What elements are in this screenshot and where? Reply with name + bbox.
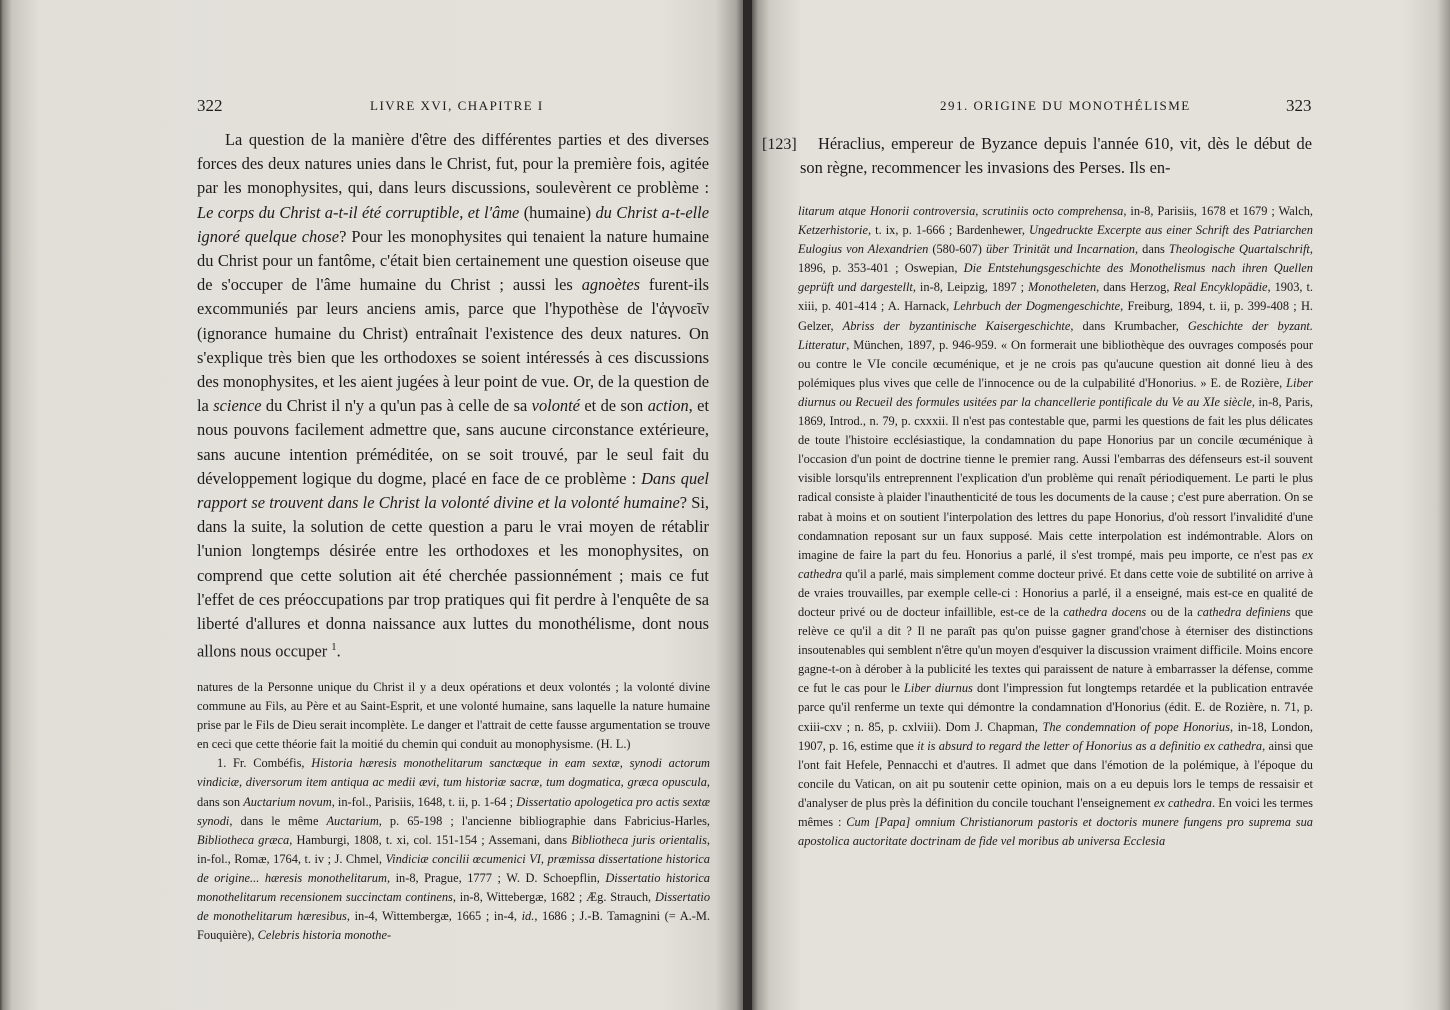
text-run: Dans quel rapport se trouvent dans le Christ la volonté divine et la volonté humaine: [197, 468, 709, 513]
text-run: 1: [331, 642, 337, 654]
text-run: , in-8, Paris, 1869, Introd., n. 79, p. cxxxii. Il n'est pas contestable que, parmi les questions de fait les plus délicates de toute l'histoire ecclésiastique, la condamnation du pape Honorius par un concile œcuménique à l'occasion d'un point de doctrine tienne le premier rang. Aussi l'embarras des défenseurs est-il souvent visible lorsqu'ils entreprennent l'explication d'un problème qui renaît périodiquement. Le parti le plus radical consiste à plaider l'inauthenticité de tous les documents de la cause ; c'est pure aberration. On se rabat à moins et on soutient l'interpolation des lettres du pape Honorius, d'où ressort l'invalidité d'une condamnation reposant sur un faux supposé. Mais cette interpolation est indémontrable. Alors on imagine de faire la part du feu. Honorius a parlé, il s'est trompé, mais peu importe, ce n'est pas: [798, 394, 1313, 562]
text-run: Celebris historia monothe-: [257, 928, 392, 943]
text-run: Dissertatio historica monothelitarum recensionem succinctam continens: [197, 870, 711, 905]
text-run: , t. ix, p. 1-666 ; Bardenhewer,: [868, 223, 1030, 238]
text-run: et de son: [579, 396, 648, 416]
text-run: volonté: [531, 396, 580, 416]
text-run: Abriss der byzantinische Kaisergeschichte: [842, 318, 1071, 333]
text-run: Liber diurnus ou Recueil des formules usitées par la chancellerie pontificale du Ve au XIe siècle: [798, 375, 1313, 409]
text-run: Lehrbuch der Dogmengeschichte: [953, 299, 1121, 314]
text-run: cathedra docens: [1063, 604, 1147, 619]
text-run: .: [336, 641, 341, 661]
footnote-continued: [798, 202, 1313, 851]
text-run: über Trinität und Incarnation: [985, 242, 1135, 257]
text-run: id.: [521, 909, 535, 924]
text-run: qu'il a parlé, mais simplement comme docteur privé. Et dans cette voie de subtilité on arrive à de vraies trouvailles, par exemple celle-ci : Honorius a parlé, il a enseigné, mais est-ce en qualité de docteur privé ou de docteur infaillible, est-ce de la: [798, 566, 1313, 619]
main-paragraph: [197, 128, 709, 664]
text-run: La question de la manière d'être des différentes parties et des diverses forces des deux natures unies dans le Christ, fut, pour la première fois, agitée par les monophysites, qui, dans leurs discussions, soulevèrent ce problème :: [197, 130, 709, 198]
text-run: Le corps du Christ a-t-il été corruptible, et l'âme: [197, 202, 520, 222]
text-run: , in-8, Parisiis, 1678 et 1679 ; Walch,: [1123, 204, 1313, 218]
text-run: Dissertatio de monothelitarum hæresibus: [197, 890, 711, 924]
text-run: The condemnation of pope Honorius: [1042, 719, 1230, 734]
text-run: science: [213, 396, 262, 416]
text-run: Cum [Papa] omnium Christianorum pastoris et doctoris munere fungens pro suprema sua apostolica auctoritate doctrinam de fide vel moribus ab universa Ecclesia: [798, 815, 1313, 849]
text-run: (580-607): [928, 242, 986, 257]
text-run: , 1903, t. xiii, p. 401-414 ; A. Harnack,: [798, 280, 1313, 314]
text-run: Auctarium: [326, 813, 379, 828]
text-run: agnoètes: [581, 275, 640, 295]
text-run: , München, 1897, p. 946-959. « On formerait une bibliothèque des ouvrages composés pour ou contre le VIe concile œcuménique, et je ne crois pas qu'aucune question ait donné lieu à des polémiques plus vives que celle de l'innocence ou de la culpabilité d'Honorius. » E. de Rozière,: [798, 337, 1313, 390]
text-run: , in-fol., Romæ, 1764, t. iv ; J. Chmel,: [197, 832, 710, 866]
text-run: , Hamburgi, 1808, t. xi, col. 151-154 ; Assemani, dans: [289, 832, 572, 847]
text-run: Geschichte der byzant. Litteratur: [798, 318, 1313, 352]
text-run: Historia hæresis monothelitarum sanctæque in eam sextæ, synodi actorum vindiciæ, diversorum item antiqua ac medii ævi, tum historiæ sacræ, tum dogmatica, græca opuscula: [197, 756, 710, 790]
text-run: ex cathedra: [1153, 795, 1212, 810]
main-text: [800, 132, 1312, 180]
text-run: Vindiciæ concilii œcumenici VI, præmissa dissertatione historica de origine... hæresis monothelitarum: [197, 851, 710, 885]
text-run: Die Entstehungsgeschichte des Monothelismus nach ihren Quellen geprüft und dargestellt: [798, 261, 1313, 295]
text-run: , dans Krumbacher,: [1070, 318, 1188, 333]
running-head: LIVRE XVI, CHAPITRE I: [370, 98, 544, 113]
text-run: Ungedruckte Excerpte aus einer Schrift des Patriarchen Eulogius von Alexandrien: [798, 223, 1313, 257]
text-run: cathedra definiens: [1197, 604, 1291, 619]
text-run: , dans: [1135, 242, 1169, 257]
text-run: 1. Fr. Combéfis,: [217, 756, 312, 771]
text-run: , dans le même: [229, 813, 327, 828]
right-page: [752, 0, 1450, 1010]
page-number: 323: [1286, 96, 1312, 115]
text-run: (humaine): [519, 202, 596, 222]
text-run: Real Encyklopädie: [1173, 280, 1268, 295]
text-run: ? Si, dans la suite, la solution de cette question a paru le vrai moyen de rétablir l'union longtemps désirée entre les orthodoxes et les monophysites, on comprend que cette solution ait été cherchée passionnément ; mais ce fut l'effet de ces préoccupations par trop pratiques qui fit perdre à l'enquête de sa liberté d'allures et donna naissance aux luttes du monothélisme, dont nous allons nous occuper: [197, 493, 709, 661]
text-run: , Freiburg, 1894, t. ii, p. 399-408 ; H. Gelzer,: [798, 299, 1313, 333]
text-run: , p. 65-198 ; l'ancienne bibliographie dans Fabricius-Harles,: [378, 813, 711, 828]
text-run: action: [647, 396, 689, 416]
text-run: , in-8, Leipzig, 1897 ;: [912, 280, 1029, 295]
footnote-continued: natures de la Personne unique du Christ il y a deux opérations et deux volontés ; la volonté divine commune au Fils, au Père et au Saint-Esprit, et une volonté humaine, sans laquelle la nature humaine prise par le Fils de Dieu serait incomplète. Le danger et l'attrait de cette fausse argumentation se trouve en ceci que cette théorie fait la moitié du chemin qui conduit au monophysisme. (H. L.): [197, 680, 710, 752]
text-run: , 1686 ; J.-B. Tamagnini (= A.-M. Fouquière),: [197, 909, 710, 943]
text-run: , et nous pouvons facilement admettre que, sans aucune circonstance extérieure, sans aucune intention préméditée, on se soit trouvé, par le seul fait du développement logique du dogme, placé en face de ce problème :: [197, 396, 710, 488]
margin-number: [123]: [762, 136, 797, 153]
text-run: dont l'impression fut longtemps retardée et la publication entravée parce qu'il renferme un texte qui démontre la condamnation d'Honorius (édit. E. de Rozière, n. 71, p. cxiii-cxv ; n. 85, p. cxlviii). Dom J. Chapman,: [798, 681, 1313, 734]
footnotes: [197, 678, 710, 945]
text-run: Liber diurnus: [903, 681, 973, 696]
text-run: Monotheleten: [1028, 280, 1097, 295]
text-run: . En voici les termes mêmes :: [798, 795, 1313, 829]
text-run: , in-fol., Parisiis, 1648, t. ii, p. 1-64 ;: [331, 794, 517, 809]
text-run: Dissertatio apologetica pro actis sextæ synodi: [197, 794, 710, 828]
running-head: 291. ORIGINE DU MONOTHÉLISME: [940, 98, 1191, 113]
text-run: Bibliotheca juris orientalis: [571, 832, 707, 847]
text-run: , dans Herzog,: [1096, 280, 1174, 295]
text-run: , in-4, Wittembergæ, 1665 ; in-4,: [346, 909, 522, 924]
text-run: ou de la: [1146, 604, 1198, 619]
text-run: ex cathedra: [798, 547, 1313, 581]
text-run: que relève ce qu'il a dit ? Il ne paraît pas qu'on puisse gagner grand'chose à éterniser des distinctions insoutenables qui semblent n'être qu'un moyen d'esquiver la discussion vraiment difficile. Moins encore gagne-t-on à dérober à la publicité les textes qui paraissent de nature à embarrasser la défense, comme ce fut le cas pour le: [798, 604, 1313, 696]
text-run: , dans son: [197, 775, 710, 809]
text-run: Theologische Quartalschrift: [1168, 242, 1310, 257]
main-text: [197, 128, 709, 664]
text-run: , ainsi que l'ont fait Hefele, Pennacchi et d'autres. Il admet que dans l'émotion de la polémique, à l'époque du concile du Vatican, on ait pu soutenir cette opinion, mais on a eu depuis lors le temps de ressaisir et d'analyser de plus près la définition du concile touchant l'enseignement: [798, 738, 1313, 810]
text-run: , in-8, Wittebergæ, 1682 ; Æg. Strauch,: [452, 890, 655, 905]
text-run: ? Pour les monophysites qui tenaient la nature humaine du Christ pour un fantôme, c'était bien certainement une question oiseuse que de s'occuper de l'âme humaine du Christ ; aussi les: [197, 226, 709, 295]
main-paragraph: [800, 132, 1312, 180]
text-run: Héraclius, empereur de Byzance depuis l'année 610, vit, dès le début de son règne, recommencer les invasions des Perses. Ils en-: [800, 134, 1312, 178]
footnotes: [798, 202, 1313, 851]
text-run: Auctarium novum: [243, 794, 332, 809]
footnote-1: [197, 754, 710, 945]
text-run: , in-8, Prague, 1777 ; W. D. Schoepflin,: [386, 870, 606, 885]
text-run: , 1896, p. 353-401 ; Oswepian,: [798, 242, 1313, 276]
text-run: , in-18, London, 1907, p. 16, estime que: [798, 719, 1314, 753]
text-run: du Christ il n'y a qu'un pas à celle de sa: [261, 396, 532, 416]
text-run: furent-ils excommuniés par leurs anciens amis, parce que l'hypothèse de l'ἀγνοεῖν (ignorance humaine du Christ) entraînait l'existence des deux natures. On s'explique très bien que les orthodoxes se soient intéressés à ces discussions des monophysites, et les aient jugées à leur point de vue. Or, de la question de la: [197, 275, 709, 416]
text-run: litarum atque Honorii controversia, scrutiniis octo comprehensa: [798, 204, 1124, 218]
text-run: du Christ a-t-elle ignoré quelque chose: [197, 202, 709, 246]
text-run: Bibliotheca græca: [197, 832, 290, 847]
text-run: Ketzerhistorie: [798, 223, 868, 238]
book-gutter: [743, 0, 752, 1010]
page-number: 322: [197, 96, 223, 115]
text-run: it is absurd to regard the letter of Honorius as a definitio ex cathedra: [917, 738, 1263, 753]
